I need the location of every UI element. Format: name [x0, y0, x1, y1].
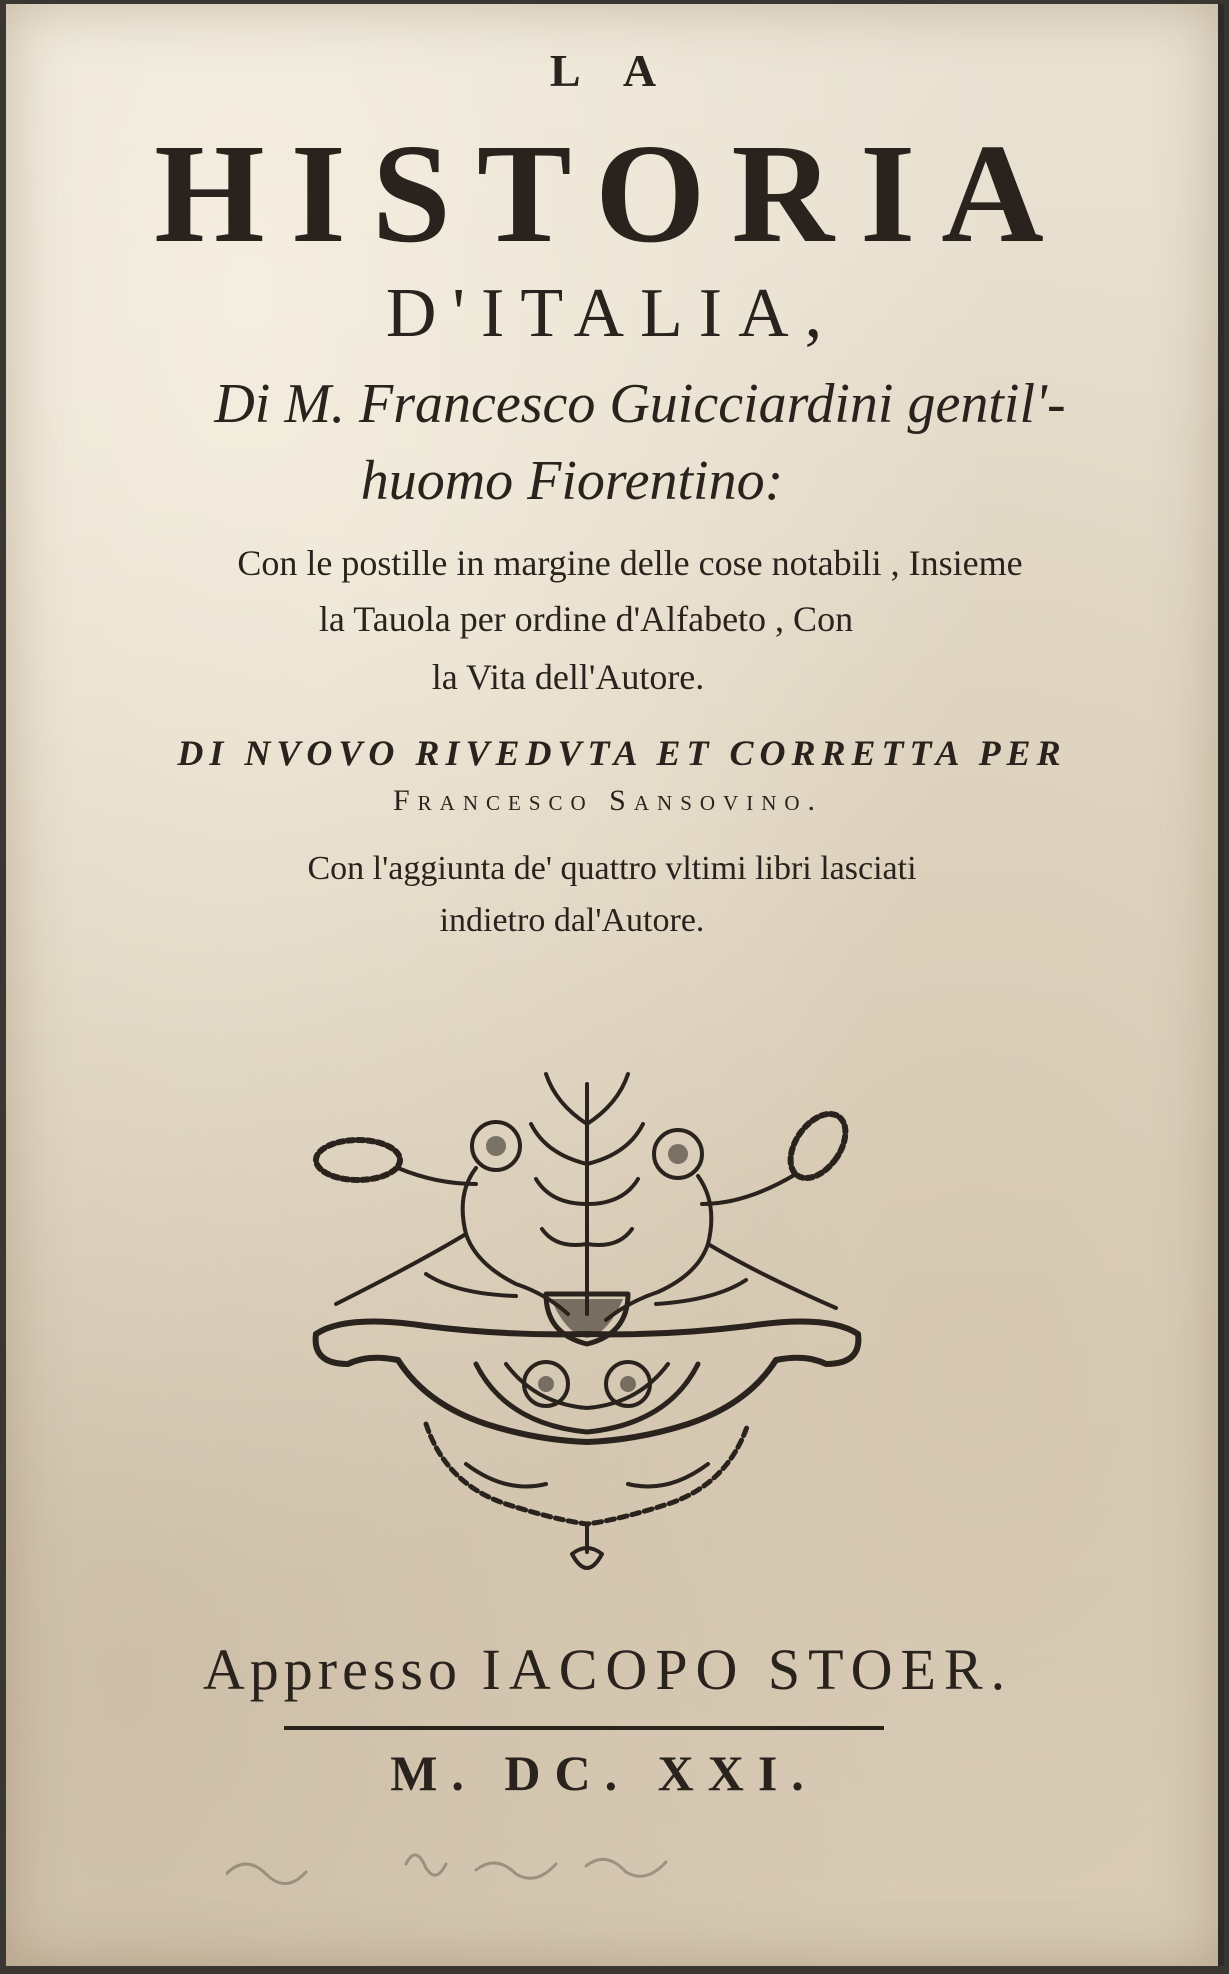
revised-line: DI NVOVO RIVEDVTA ET CORRETTA PER: [177, 733, 1067, 773]
addition-line-2: indietro dal'Autore.: [439, 902, 705, 939]
title-historia: HISTORIA: [154, 114, 1070, 272]
faded-ink-marks: [226, 1824, 786, 1904]
title-la: L A: [549, 45, 675, 96]
editor-line: Francesco Sansovino.: [392, 784, 824, 817]
title-ditalia: D'ITALIA,: [385, 275, 839, 352]
title-page: [6, 4, 1224, 1966]
author-line-2: huomo Fiorentino:: [360, 450, 784, 512]
contents-line-2: la Tauola per ordine d'Alfabeto , Con: [318, 599, 854, 639]
contents-line-3: la Vita dell'Autore.: [431, 657, 705, 697]
publication-year: M. DC. XXI.: [390, 1745, 818, 1801]
author-line-1: Di M. Francesco Guicciardini gentil'-: [214, 373, 1066, 435]
imprint-printer-name: IACOPO STOER.: [481, 1637, 1014, 1702]
addition-line-1: Con l'aggiunta de' quattro vltimi libri lasciati: [307, 850, 917, 887]
imprint-prefix: Appresso: [202, 1637, 463, 1702]
printers-device-woodcut-icon: [306, 1064, 866, 1584]
contents-line-1: Con le postille in margine delle cose notabili , Insieme: [237, 543, 1023, 583]
imprint-rule: [284, 1726, 884, 1730]
imprint-line: [2, 1636, 1214, 1703]
